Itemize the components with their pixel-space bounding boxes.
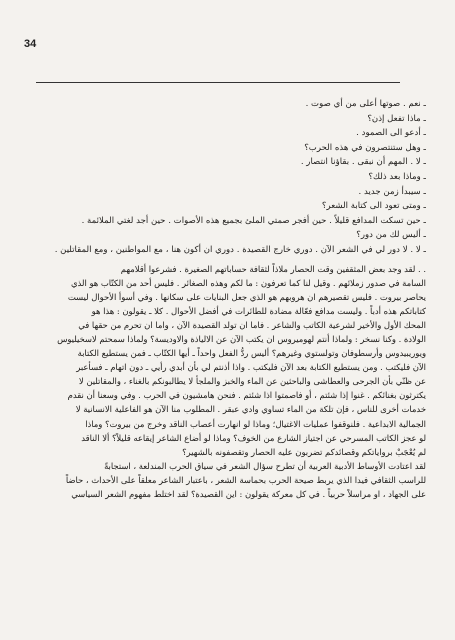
dialogue-line: ـ نعم . صوتها أعلى من أي صوت . xyxy=(305,99,426,109)
dialogue-line: ـ وماذا بعد ذلك؟ xyxy=(368,171,426,182)
interview-dialogue xyxy=(26,97,426,258)
dialogue-line: ـ أدعو الى الصمود . xyxy=(356,128,426,139)
page-body xyxy=(26,97,426,632)
essay-line: على الجهاد ، او مراسلاً حربياً . في كل معركة يقولون : اين القصيدة؟ لقد اختلط مفهوم الشعر السياسي xyxy=(71,489,426,500)
dialogue-line: ـ أليس لك من دور؟ xyxy=(356,230,426,241)
essay-line: عن ظنّي بأن الجرحى والعطاشى والباحثين عن الماء والخبز والملجأ لا يطالبونكم بالغناء ، والمقاتلين لا xyxy=(78,376,426,387)
essay-line: لو عجز الكاتب المسرحي عن اجتياز الشارع من الخوف؟ وماذا لو أضاع الشاعر إيقاعه قليلاً؟ ألا الناقد xyxy=(81,432,426,443)
essay-line: لقد اعتادت الأوساط الأدبية العربية أن تطرح سؤال الشعر في سياق الحرب المندلعة ، استجابةً xyxy=(104,460,426,471)
dialogue-line: ـ حين تسكت المدافع قليلاً . حين أفجر صمتي الملئ بجميع هذه الأصوات . حين أجد لغتي الملائمة . xyxy=(81,215,426,226)
essay-line: الولادة . وكنا نسخر : ولماذا أنتم لهوميروس ان يكتب الآن عن الالياذة والاوديسة؟ ولماذا سمحتم لاسخيليوس xyxy=(57,334,426,344)
essay-line: يكترثون بغنائكم . غنوا إذا شئتم ، أو فاصمتوا اذا شئتم . فنحن هامشيون في الحرب . وفي وسعنا أن نقدم xyxy=(67,390,426,401)
essay-line: الآن فليكتب . ومن يستطيع الكتابة بعد الآن فليكتب . واذا أذنتم لي بأن أبدي رأيي ـ دون اتهام ـ فسأعبر xyxy=(76,362,426,373)
essay-line: المحك الأول والأخير لشرعية الكاتب والشاعر . فاما ان تولد القصيدة الآن ، واما ان تحرم من حقها في xyxy=(78,319,426,330)
essay-line: خدمات أخرى للناس ، فإن تلكة من الماء تساوي وادي عبقر . المطلوب منا الآن هو الفاعلية الانسانية لا xyxy=(75,404,426,415)
header-rule xyxy=(36,82,400,83)
essay-line: لم يُعْجَبْ برواياتكم وقصائدكم تضربون عليه الحصار وتقصفونه بالشهير؟ xyxy=(182,446,426,457)
dialogue-line: ـ سيبدأ زمن جديد . xyxy=(358,186,426,197)
essay-line: يحاصر بيروت . فليس تقصيرهم ان هروبهم هو الذي جعل البنايات على سكانها . وفي أسوأ الأحوال ليست xyxy=(67,291,426,302)
essay-line: ويوريبيدوس وأرسطوفان وتولستوي وغيرهم؟ أليس ردُّ الفعل واحداً ـ أيها الكتّاب ـ فمن يستطيع الكتابة xyxy=(77,348,426,359)
dialogue-line: ـ لا . المهم أن نبقى . بقاؤنا انتصار . xyxy=(300,157,426,168)
dialogue-line: ـ لا . لا دور لي في الشعر الآن . دوري خارج القصيدة . دوري ان أكون هنا ، مع المواطنين ، ومع المقاتلين . xyxy=(54,244,426,255)
essay-line: السامة في صدور زملائهم . وقيل لنا كما تعرفون : ما لكم وهذه الصغائر . فليس أحد من الكتّاب هو الذي xyxy=(70,277,426,288)
essay-line: . . لقد وجد بعض المثقفين وقت الحصار ملاذاً لثقافة حساباتهم الصغيرة . فشرعوا أقلامهم xyxy=(120,263,426,274)
dialogue-line: ـ ماذا تفعل إذن؟ xyxy=(367,113,426,124)
dialogue-line: ـ وهل ستنتصرون في هذه الحرب؟ xyxy=(304,142,426,153)
page-number: 34 xyxy=(24,38,37,50)
essay-line: الجمالية الابداعية . فلنوقفوا عمليات الاغتيال؛ وماذا لو انهارت أعصاب الناقد وخرج من بيروت؟ وماذا xyxy=(85,418,426,429)
essay-line: كتاباتكم هذه أدباً . وليست مدافع فعّالة مضادة للطائرات في أفضل الأحوال . كلا ـ يقولون : هذا هو xyxy=(91,305,426,316)
essay-line: للراسب الثقافي فيدا الذي يربط صيحة الحرب بحماسة الشعر ، باعتبار الشاعر معلقاً على الأحداث ، حاضاً xyxy=(65,474,426,485)
essay-text xyxy=(26,262,426,502)
dialogue-line: ـ ومتى تعود الى كتابة الشعر؟ xyxy=(321,201,426,212)
